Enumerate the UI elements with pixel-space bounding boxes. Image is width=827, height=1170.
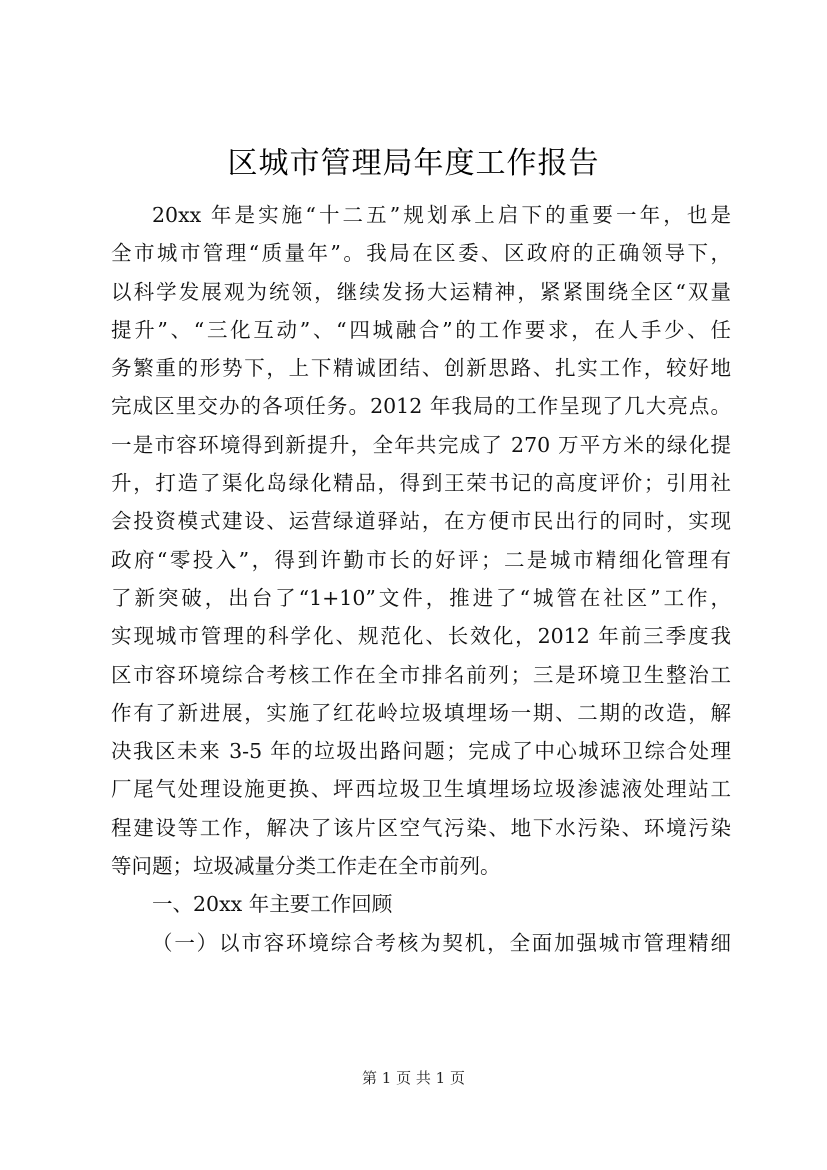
body-line: 了新突破，出台了“1+10”文件，推进了“城管在社区”工作， [111,585,731,610]
body-line: 提升”、“三化互动”、“四城融合”的工作要求，在人手少、任 [111,317,731,342]
section-heading: 一、20xx 年主要工作回顾 [152,892,393,917]
body-line: 升，打造了渠化岛绿化精品，得到王荣书记的高度评价；引用社 [111,471,731,496]
body-line: 政府“零投入”，得到许勤市长的好评；二是城市精细化管理有 [111,547,731,572]
document-title: 区城市管理局年度工作报告 [227,146,600,181]
body-line: 区市容环境综合考核工作在全市排名前列；三是环境卫生整治工 [111,662,731,687]
body-line: 等问题；垃圾减量分类工作走在全市前列。 [111,854,501,879]
body-line: 务繁重的形势下，上下精诚团结、创新思路、扎实工作，较好地 [111,356,731,381]
body-line: 决我区未来 3-5 年的垃圾出路问题；完成了中心城环卫综合处理 [111,739,731,764]
body-line: 厂尾气处理设施更换、坪西垃圾卫生填埋场垃圾渗滤液处理站工 [111,777,731,802]
body-line: 以科学发展观为统领，继续发扬大运精神，紧紧围绕全区“双量 [111,279,731,304]
page-footer: 第 1 页 共 1 页 [362,1069,465,1087]
body-line: 20xx 年是实施“十二五”规划承上启下的重要一年，也是 [152,203,731,227]
body-line: 会投资模式建设、运营绿道驿站，在方便市民出行的同时，实现 [111,509,731,534]
body-line: 作有了新进展，实施了红花岭垃圾填埋场一期、二期的改造，解 [111,700,731,725]
subsection-heading: （一）以市容环境综合考核为契机，全面加强城市管理精细 [152,930,731,955]
body-line: 程建设等工作，解决了该片区空气污染、地下水污染、环境污染 [111,815,731,840]
document-body [111,196,731,962]
body-line: 完成区里交办的各项任务。2012 年我局的工作呈现了几大亮点。 [111,394,731,419]
body-line: 全市城市管理“质量年”。我局在区委、区政府的正确领导下， [111,241,731,266]
body-line: 一是市容环境得到新提升，全年共完成了 270 万平方米的绿化提 [111,432,731,457]
body-line: 实现城市管理的科学化、规范化、长效化，2012 年前三季度我 [111,624,731,649]
